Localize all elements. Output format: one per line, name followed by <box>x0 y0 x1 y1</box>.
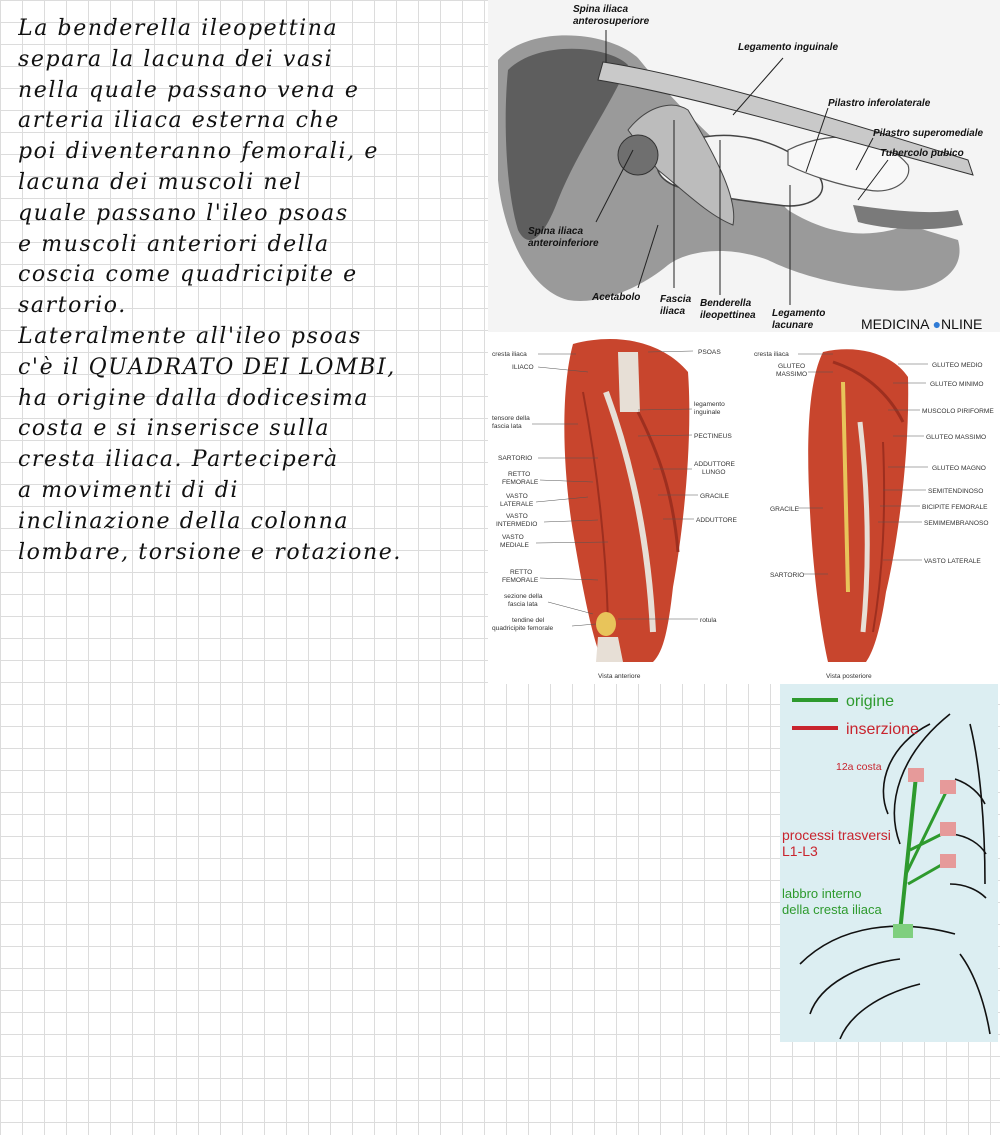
anterior-right-labels <box>694 349 738 624</box>
note-line: sartorio. <box>18 293 127 319</box>
note-line: costa e si inserisce sulla <box>18 416 331 442</box>
label: LUNGO <box>702 469 726 476</box>
label: GLUTEO MASSIMO <box>926 434 987 441</box>
label: SARTORIO <box>498 455 533 462</box>
label: GRACILE <box>700 493 729 500</box>
legend-origin-label: origine <box>846 693 895 710</box>
label: ADDUTTORE <box>696 517 737 524</box>
skeleton-outline <box>800 714 990 1039</box>
label: sezione della <box>504 593 543 600</box>
anterior-left-labels <box>492 351 554 632</box>
quadratus-lumborum-figure <box>780 684 998 1042</box>
quadratus-illustration <box>780 684 998 1042</box>
posterior-left-labels <box>754 351 807 579</box>
label: SEMIMEMBRANOSO <box>924 520 989 527</box>
note-line: Lateralmente all'ileo psoas <box>18 323 362 349</box>
label: SEMITENDINOSO <box>928 488 984 495</box>
label-labbro-1: labbro interno <box>782 886 862 901</box>
posterior-right-labels <box>922 362 994 565</box>
label: RETTO <box>508 471 531 478</box>
note-line: lombare, torsione e rotazione. <box>18 539 403 565</box>
note-line: quale passano l'ileo psoas <box>18 200 349 226</box>
note-line: coscia come quadricipite e <box>18 262 358 288</box>
note-line: poi diventeranno femorali, e <box>18 139 379 165</box>
note-line: arteria iliaca esterna che <box>18 108 340 134</box>
label-spina-antinf-1: Spina iliaca <box>528 226 584 237</box>
l3-marker <box>940 854 956 868</box>
thigh-illustration <box>488 332 1000 684</box>
label-pilastro-superomediale: Pilastro superomediale <box>873 128 984 139</box>
label-spina-antinf-2: anteroinferiore <box>528 238 599 249</box>
label: ILIACO <box>512 364 534 371</box>
label: fascia lata <box>492 423 522 430</box>
label: VASTO LATERALE <box>924 558 981 565</box>
label: VASTO <box>506 513 528 520</box>
rib-insertion-marker <box>908 768 924 782</box>
note-line: separa la lacuna dei vasi <box>18 46 334 72</box>
handwritten-notes <box>18 14 488 568</box>
pelvis-illustration <box>488 0 1000 332</box>
caption-posterior: Vista posteriore <box>826 673 872 680</box>
label-legamento-inguinale: Legamento inguinale <box>738 42 839 53</box>
label: BICIPITE FEMORALE <box>922 504 988 511</box>
label: GRACILE <box>770 506 799 513</box>
thigh-muscles-figure <box>488 332 1000 684</box>
note-line: e muscoli anteriori della <box>18 231 330 257</box>
caption-anterior: Vista anteriore <box>598 673 641 680</box>
label-legamento-lacunare-1: Legamento <box>772 308 826 319</box>
label-spina-antsup-1: Spina iliaca <box>573 4 629 15</box>
note-line: La benderella ileopettina <box>18 16 339 41</box>
label-spina-antsup-2: anterosuperiore <box>573 16 650 27</box>
anterior-leg <box>564 339 689 662</box>
label: legamento <box>694 401 725 408</box>
note-line: nella quale passano vena e <box>18 77 360 103</box>
inguinal-ligament-figure <box>488 0 1000 332</box>
label-tubercolo-pubico: Tubercolo pubico <box>880 148 964 159</box>
label: tendine del <box>512 617 545 624</box>
legend-insertion-label: inserzione <box>846 721 919 738</box>
note-line: cresta iliaca. Parteciperà <box>18 447 339 473</box>
note-line: lacuna dei muscoli nel <box>18 169 303 195</box>
label-benderella-1: Benderella <box>700 298 752 309</box>
label: SARTORIO <box>770 572 805 579</box>
label-benderella-2: ileopettinea <box>700 310 756 321</box>
note-line: inclinazione della colonna <box>18 508 350 534</box>
label-processi-2: L1-L3 <box>782 843 818 859</box>
label: tensore della <box>492 415 530 422</box>
label: FEMORALE <box>502 479 539 486</box>
label: MUSCOLO PIRIFORME <box>922 408 994 415</box>
posterior-leg <box>808 349 908 662</box>
label: fascia lata <box>508 601 538 608</box>
pubic-tubercle-shape <box>853 205 963 229</box>
label: VASTO <box>502 534 524 541</box>
note-line: a movimenti di di <box>18 477 240 503</box>
label: PECTINEUS <box>694 433 732 440</box>
l1-marker <box>940 780 956 794</box>
label-acetabolo: Acetabolo <box>592 292 641 303</box>
label: LATERALE <box>500 501 534 508</box>
label: ADDUTTORE <box>694 461 735 468</box>
label: GLUTEO MINIMO <box>930 381 984 388</box>
label: cresta iliaca <box>754 351 789 358</box>
label: VASTO <box>506 493 528 500</box>
label-fascia-iliaca-1: Fascia <box>660 294 692 305</box>
label: rotula <box>700 617 717 624</box>
note-line: c'è il QUADRATO DEI LOMBI, <box>18 354 396 380</box>
label: GLUTEO <box>778 363 806 370</box>
label: inguinale <box>694 409 721 416</box>
label: quadricipite femorale <box>492 625 554 632</box>
label: FEMORALE <box>502 577 539 584</box>
label: MASSIMO <box>776 371 808 378</box>
label: cresta iliaca <box>492 351 527 358</box>
label-labbro-2: della cresta iliaca <box>782 902 882 917</box>
label-pilastro-inferolaterale: Pilastro inferolaterale <box>828 98 931 109</box>
label: GLUTEO MEDIO <box>932 362 983 369</box>
label-fascia-iliaca-2: iliaca <box>660 306 686 317</box>
label-legamento-lacunare-2: lacunare <box>772 320 814 331</box>
label: GLUTEO MAGNO <box>932 465 986 472</box>
note-line: ha origine dalla dodicesima <box>18 385 370 411</box>
label-processi-1: processi trasversi <box>782 827 891 843</box>
label-costa: 12a costa <box>836 761 882 773</box>
acetabulum-shape <box>618 135 658 175</box>
l2-marker <box>940 822 956 836</box>
label: RETTO <box>510 569 533 576</box>
iliac-crest-origin-marker <box>893 924 913 938</box>
brand-logo: MEDICINA ●NLINE <box>861 316 983 332</box>
label: PSOAS <box>698 349 721 356</box>
label: INTERMEDIO <box>496 521 538 528</box>
label: MEDIALE <box>500 542 529 549</box>
